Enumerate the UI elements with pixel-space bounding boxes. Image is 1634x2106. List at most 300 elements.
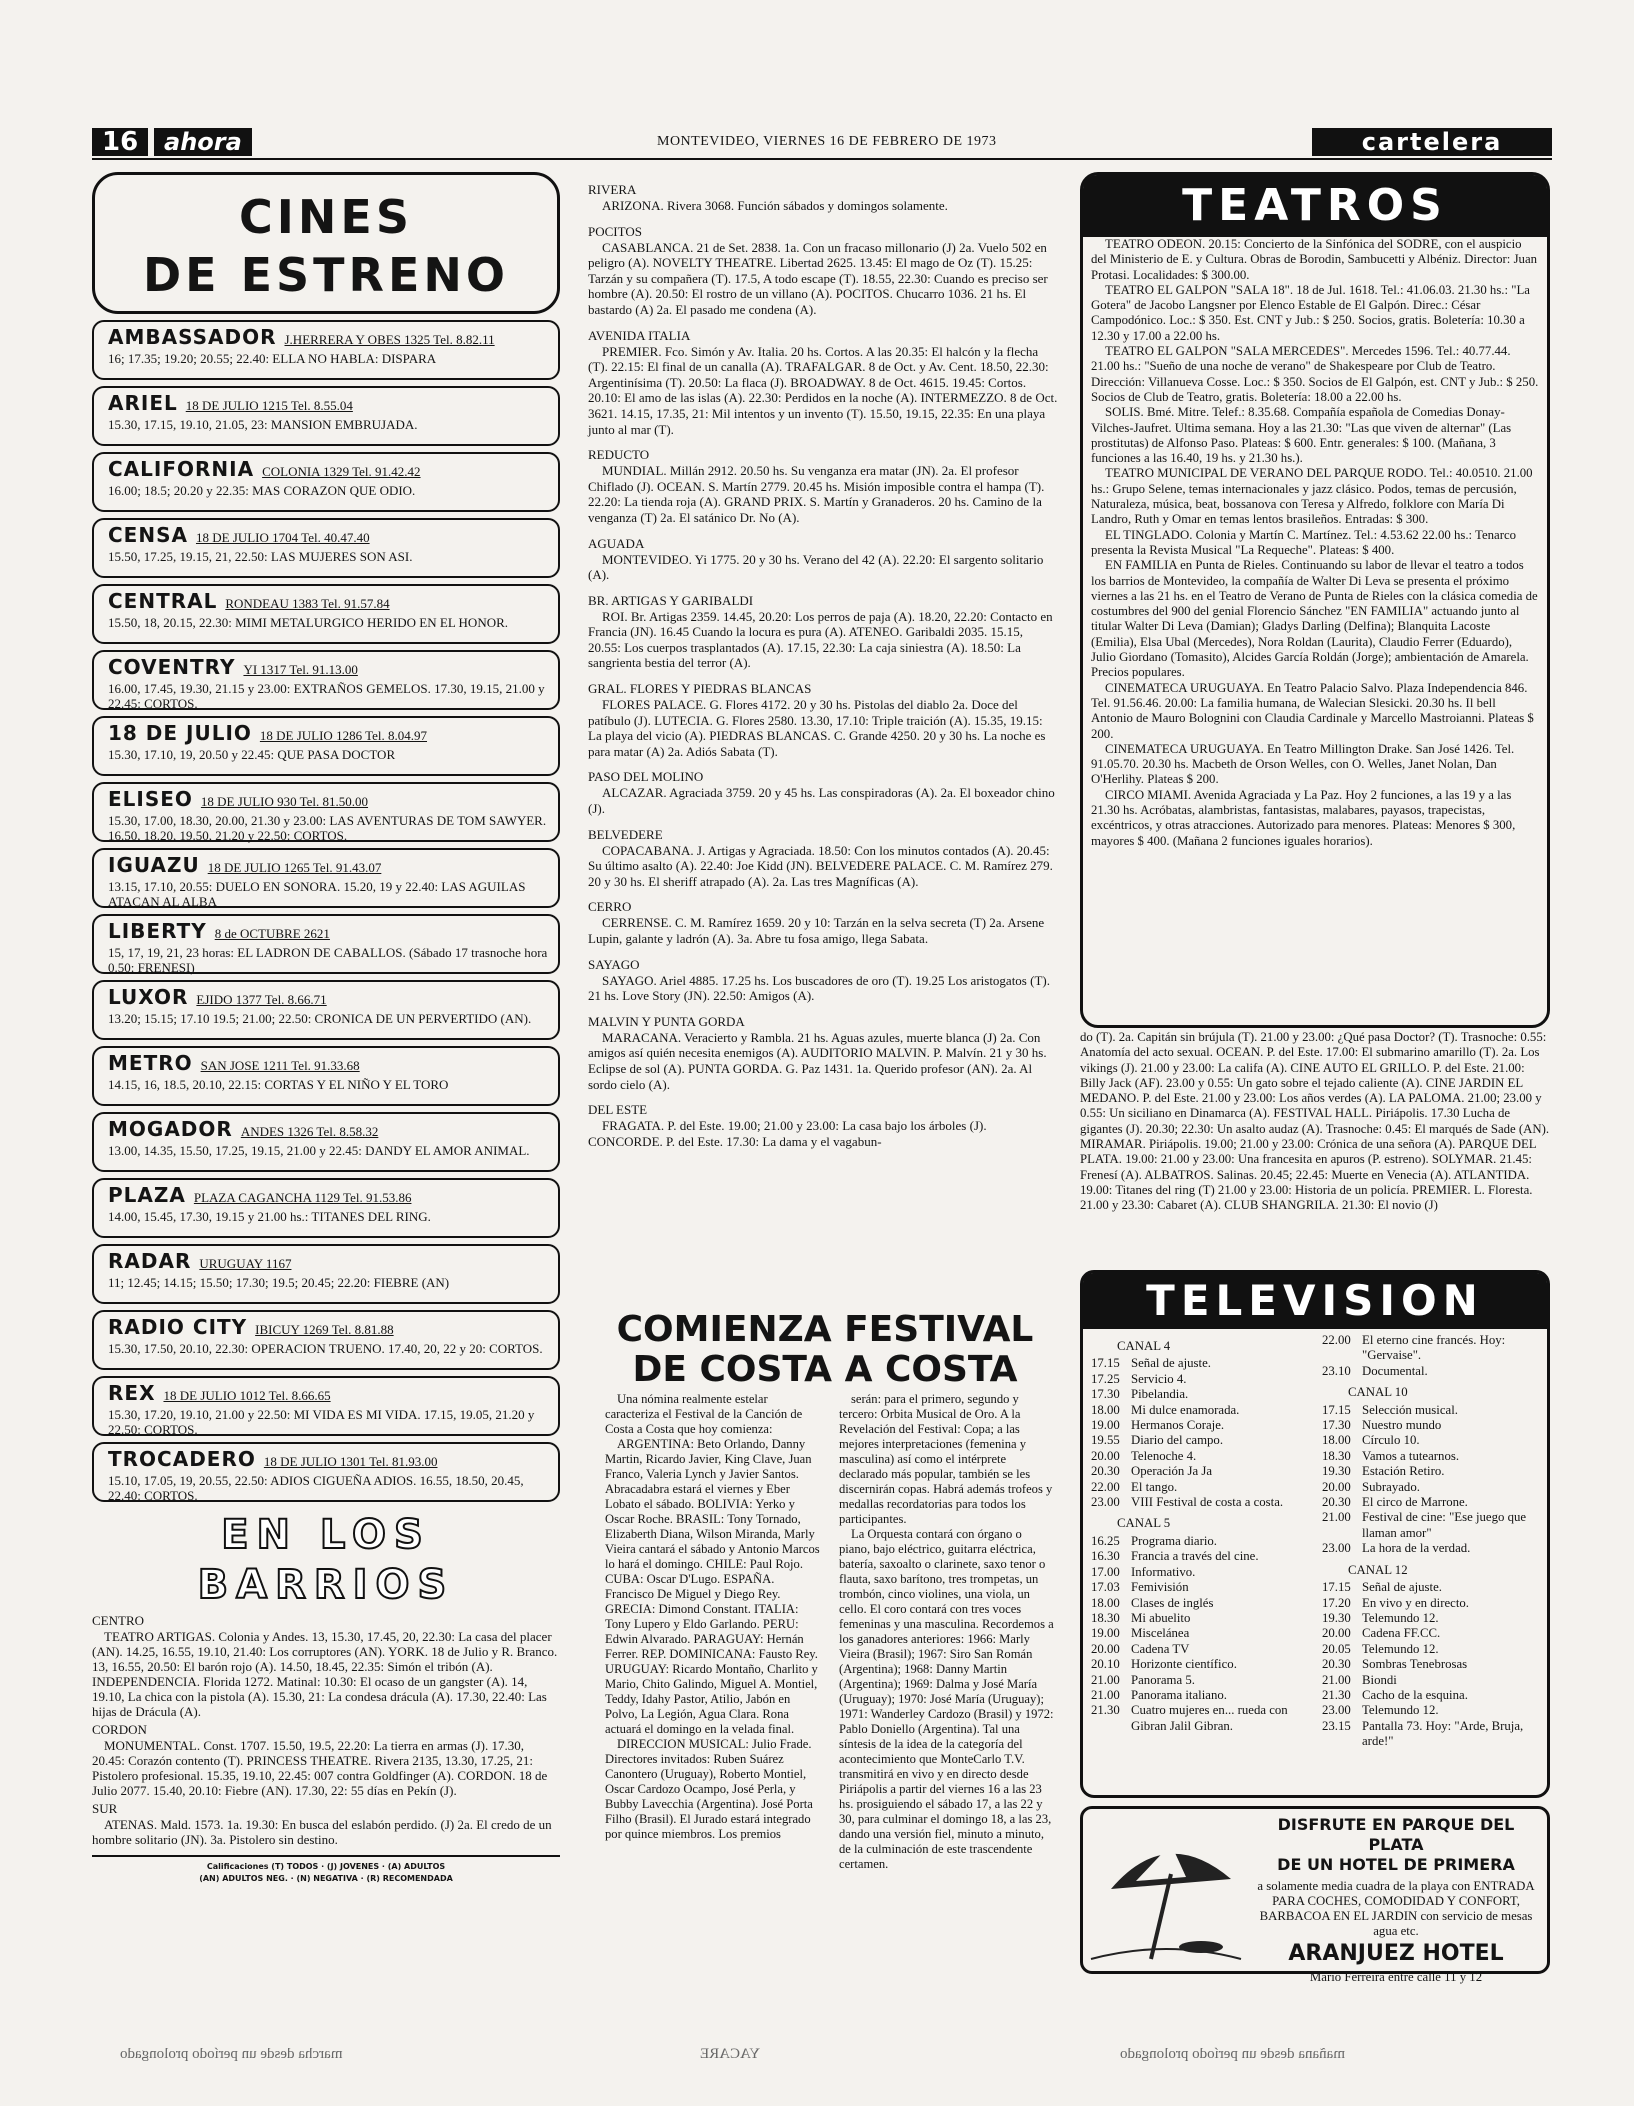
cinema-header <box>108 919 548 943</box>
zone-listings: ALCAZAR. Agraciada 3759. 20 y 45 hs. Las conspiradoras (A). 2a. El boxeador chino (J). <box>588 785 1055 817</box>
tv-program-time: 19.55 <box>1091 1433 1120 1448</box>
tv-program-title: El eterno cine francés. Hoy: "Gervaise". <box>1362 1333 1506 1363</box>
theatre-listing: EL TINGLADO. Colonia y Martín C. Martínez. Tel.: 4.53.62 22.00 hs.: Tenarco presenta la Revista Musical "La Requeche". Plateas: $ 400. <box>1091 527 1517 557</box>
cinema-listing <box>92 650 560 710</box>
tv-program-title: Vamos a tutearnos. <box>1362 1448 1460 1463</box>
cinema-header <box>108 985 548 1009</box>
tv-program <box>1091 1418 1308 1433</box>
cinema-header <box>108 1447 548 1471</box>
tv-program <box>1091 1673 1308 1688</box>
tv-program-time: 20.00 <box>1322 1626 1351 1641</box>
tv-program-time: 17.30 <box>1091 1387 1120 1402</box>
tv-program-time: 17.15 <box>1091 1356 1120 1371</box>
cinema-header <box>108 325 548 349</box>
tv-program <box>1322 1611 1539 1626</box>
ad-headline-2: DE UN HOTEL DE PRIMERA <box>1277 1855 1515 1874</box>
cines-subtitle: DE ESTRENO <box>143 248 509 302</box>
theatre-listing: TEATRO ODEON. 20.15: Concierto de la Sinfónica del SODRE, con el auspicio del Ministerio de E. y Cultura. Obras de Borodin, Sambucetti y Albéniz. Director: Juan Protasi. Localidades: $ 300.00. <box>1091 237 1538 282</box>
tv-program-time: 17.00 <box>1091 1564 1120 1579</box>
tv-program <box>1322 1464 1539 1479</box>
tv-program-title: Documental. <box>1362 1363 1428 1378</box>
television-box <box>1080 1270 1550 1798</box>
zone-listings: MONUMENTAL. Const. 1707. 15.50, 19.5, 22.20: La tierra en armas (J). 17.30, 20.45: Corazón contento (T). PRINCESS THEATRE. Rivera 2135, 13.30, 17.25, 21: Pistolero profesional. 15.35, 19.10, 22.45: 007 contra Goldfinger (A). CORDON. 18 de Julio 2077. 15.40, 20.10: Fiebre (AN). 17.30, 22: 55 días en Pekín (J). <box>92 1738 548 1798</box>
tv-program-time: 23.10 <box>1322 1363 1351 1378</box>
tv-program <box>1091 1495 1308 1510</box>
tv-program-title: Señal de ajuste. <box>1131 1356 1211 1371</box>
tv-program <box>1322 1403 1539 1418</box>
cinema-showtimes: 13.15, 17.10, 20.55: DUELO EN SONORA. 15.20, 19 y 22.40: LAS AGUILAS ATACAN AL ALBA <box>108 879 526 909</box>
teatros-title: TEATROS <box>1083 175 1547 237</box>
tv-program <box>1091 1688 1308 1703</box>
cinema-header <box>108 1381 548 1405</box>
zone-name: POCITOS <box>588 223 642 239</box>
tv-program-title: Círculo 10. <box>1362 1433 1420 1448</box>
tv-program <box>1091 1611 1308 1626</box>
tv-program-time: 17.15 <box>1322 1402 1351 1417</box>
tv-program-time: 18.30 <box>1091 1610 1120 1625</box>
tv-program-title: Telemundo 12. <box>1362 1703 1439 1718</box>
cinema-name: ELISEO <box>108 787 193 811</box>
tv-program-time: 20.05 <box>1322 1641 1351 1656</box>
tv-program <box>1091 1464 1308 1479</box>
tv-program-title: Clases de inglés <box>1131 1595 1214 1610</box>
ratings-legend <box>92 1855 560 1885</box>
tv-program <box>1322 1642 1539 1657</box>
tv-program <box>1091 1703 1308 1734</box>
tv-program <box>1322 1541 1539 1556</box>
cinema-showtimes: 15.30, 17.20, 19.10, 21.00 y 22.50: MI VIDA ES MI VIDA. 17.15, 19.05, 21.20 y 22.50: CORTOS. <box>108 1407 535 1437</box>
cinema-listing <box>92 848 560 908</box>
tv-program-time: 20.10 <box>1091 1657 1120 1672</box>
cinema-listing <box>92 1112 560 1172</box>
cinema-name: CENTRAL <box>108 589 218 613</box>
tv-program-time: 18.30 <box>1322 1448 1351 1463</box>
tv-program-title: Operación Ja Ja <box>1131 1464 1213 1479</box>
tv-program-title: Servicio 4. <box>1131 1371 1187 1386</box>
cinema-showtimes: 16.00; 18.5; 20.20 y 22.35: MAS CORAZON QUE ODIO. <box>108 483 416 498</box>
tv-program-time: 23.00 <box>1322 1541 1351 1556</box>
tv-program-title: El tango. <box>1131 1479 1178 1494</box>
tv-program-time: 16.30 <box>1091 1549 1120 1564</box>
tv-program-time: 21.00 <box>1091 1687 1120 1702</box>
tv-program-time: 23.00 <box>1322 1703 1351 1718</box>
cinema-header <box>108 1117 548 1141</box>
tv-program-title: Telemundo 12. <box>1362 1641 1439 1656</box>
tv-program-time: 22.00 <box>1322 1333 1351 1347</box>
theatre-listing: CINEMATECA URUGUAYA. En Teatro Palacio Salvo. Plaza Independencia 846. Tel. 91.56.46. 20.00: La familia humana, de Walecian Slesicki. 20.30 hs. Il bell Antonio de Mauro Bolognini con Claudia Cardinale y Marcello Mastroianni. Plateas $ 200. <box>1091 680 1534 741</box>
tv-program <box>1322 1596 1539 1611</box>
zone-name: GRAL. FLORES Y PIEDRAS BLANCAS <box>588 681 812 697</box>
cines-header <box>92 172 560 314</box>
tv-program-time: 20.00 <box>1091 1641 1120 1656</box>
cinema-listing <box>92 1178 560 1238</box>
tv-channel-name: CANAL 4 <box>1117 1339 1171 1353</box>
tv-program-time: 23.15 <box>1322 1718 1351 1733</box>
festival-col-1 <box>605 1392 821 1872</box>
tv-channel-name: CANAL 10 <box>1348 1385 1408 1400</box>
bleed-through-left: marcha desde un período prolongado <box>120 2046 343 2062</box>
theatre-listing: TEATRO EL GALPON "SALA MERCEDES". Mercedes 1596. Tel.: 40.77.44. 21.00 hs.: "Sueño de una noche de verano" de Shakespeare por Club de Teatro. Dirección: Villanueva Cosse. Loc.: $ 350. Socios de El Galpón, est. CNT y Jub.: $ 250. Socios de Club de Teatro, gratis. Boletería: 18.00 a 22.00 hs. <box>1091 344 1539 404</box>
cinema-showtimes: 15, 17, 19, 21, 23 horas: EL LADRON DE CABALLOS. (Sábado 17 trasnoche hora 0.50: FRENESI) <box>108 945 548 975</box>
theatre-listing: TEATRO MUNICIPAL DE VERANO DEL PARQUE RODO. Tel.: 40.0510. 21.00 hs.: Grupo Selene, temas internacionales y jazz clásico. Podos, temas de percusión, Naturaleza, música, beat, bossanova con Teresa y Alfredo, folklore con María Di Landro, Ruth y Omar en temas lentos brasileños. Entradas: $ 300. <box>1091 466 1533 527</box>
cinema-header <box>108 1183 548 1207</box>
tv-program-title: Miscelánea <box>1131 1626 1190 1641</box>
cinema-address: 18 DE JULIO 1265 Tel. 91.43.07 <box>207 860 382 875</box>
cinema-address: 18 DE JULIO 930 Tel. 81.50.00 <box>200 794 369 809</box>
cinema-address: PLAZA CAGANCHA 1129 Tel. 91.53.86 <box>193 1190 412 1205</box>
tv-program <box>1091 1387 1308 1402</box>
theatre-listing: EN FAMILIA en Punta de Rieles. Continuando su labor de llevar el teatro a todos los barrios de Montevideo, la compañía de Walter Di Leva se presenta el próximo viernes a las 21 hs. en el Teatro de Verano de Punta de Rieles con la clásica comedia de costumbres del 900 del genial Florencio Sánchez "EN FAMILIA" actuando junto al titular Walter Di Leva (Damian); Gladys Darling (Delfina); Blanquita Lacoste (Emilia), Elsa Ubal (Mercedes), Nora Roldan (Laurita), Claudio Ferrer (Eduardo), Julio Giordano (Tomasito), Alcides García Roldán (Jorge); ambientación de Amarela. Precios populares. <box>1091 558 1538 680</box>
dateline: MONTEVIDEO, VIERNES 16 DE FEBRERO DE 1973 <box>657 134 997 149</box>
tv-program <box>1322 1703 1539 1718</box>
zone-listings: FRAGATA. P. del Este. 19.00; 21.00 y 23.00: La casa bajo los árboles (J). CONCORDE. P. del Este. 17.30: La dama y el vagabun- <box>588 1118 987 1149</box>
zone-listings: MUNDIAL. Millán 2912. 20.50 hs. Su venganza era matar (JN). 2a. El profesor Chiflado (J). OCEAN. S. Martín 2779. 20.45 hs. Misión imposible contra el hampa (T). 22.20: La tienda roja (A). GRAND PRIX. S. Martín y Granaderos. 20 hs. Camino de la venganza (T) 2a. El satánico Dr. No (A). <box>588 463 1045 525</box>
legend-line-1: Calificaciones (T) TODOS · (J) JOVENES · (A) ADULTOS <box>206 1862 446 1871</box>
cinema-address: 18 DE JULIO 1301 Tel. 81.93.00 <box>263 1454 438 1469</box>
tv-program <box>1322 1449 1539 1464</box>
tv-program <box>1322 1580 1539 1595</box>
tv-program <box>1091 1565 1308 1580</box>
cinema-showtimes: 13.20; 15.15; 17.10 19.5; 21.00; 22.50: CRONICA DE UN PERVERTIDO (AN). <box>108 1011 532 1026</box>
tv-program-title: Cadena TV <box>1131 1641 1190 1656</box>
cinema-name: AMBASSADOR <box>108 325 277 349</box>
tv-program-time: 19.00 <box>1091 1626 1120 1641</box>
cinema-listing <box>92 1376 560 1436</box>
cinema-showtimes: 13.00, 14.35, 15.50, 17.25, 19.15, 21.00 y 22.45: DANDY EL AMOR ANIMAL. <box>108 1143 530 1158</box>
tv-program-title: Programa diario. <box>1131 1533 1217 1548</box>
cinema-listing <box>92 1310 560 1370</box>
tv-program-title: Informativo. <box>1131 1564 1196 1579</box>
tv-program-time: 17.03 <box>1091 1580 1120 1595</box>
cinema-address: 18 DE JULIO 1704 Tel. 40.47.40 <box>195 530 370 545</box>
cinema-name: TROCADERO <box>108 1447 256 1471</box>
cinema-name: RADAR <box>108 1249 192 1273</box>
cinema-showtimes: 16; 17.35; 19.20; 20.55; 22.40: ELLA NO HABLA: DISPARA <box>108 351 437 366</box>
tv-program-time: 21.30 <box>1091 1703 1120 1718</box>
cinema-listing <box>92 1244 560 1304</box>
tv-program-title: Cadena FF.CC. <box>1362 1626 1441 1641</box>
tv-program-title: Pibelandia. <box>1131 1387 1189 1402</box>
zone-name: SUR <box>92 1801 118 1816</box>
tv-program <box>1091 1356 1308 1371</box>
tv-program <box>1091 1549 1308 1564</box>
zone-name: CORDON <box>92 1722 147 1737</box>
cinema-header <box>108 721 548 745</box>
tv-program <box>1091 1657 1308 1672</box>
tv-program-title: Francia a través del cine. <box>1131 1549 1259 1564</box>
tv-program-time: 17.15 <box>1322 1580 1351 1595</box>
cinema-listing <box>92 320 560 380</box>
tv-program-time: 20.00 <box>1091 1448 1120 1463</box>
tv-program <box>1091 1580 1308 1595</box>
tv-program <box>1322 1719 1539 1750</box>
teatros-list <box>1091 237 1539 849</box>
tv-program <box>1322 1333 1539 1364</box>
festival-paragraph: ARGENTINA: Beto Orlando, Danny Martin, Ricardo Javier, King Clave, Juan Franco, Valeria Lynch y Javier Santos. Abracadabra estará el viernes y Eber Lobato el sábado. BOLIVIA: Yerko y Oscar Roche. BRASIL: Tony Tornado, Elizaberth Diana, Wilson Miranda, Marly Vieira cantará el sábado y Antonio Marcos lo hará el domingo. CHILE: Paul Rojo. CUBA: Oscar D'Lugo. ESPAÑA. Francisco De Miguel y Diego Rey. GRECIA: Dimond Constant. ITALIA: Tony Lupero y Eldo Garlando. PERU: Edwin Alvarado. PARAGUAY: Hernán Ferrer. REP. DOMINICANA: Fausto Rey. URUGUAY: Ricardo Montaño, Charlito y Mario, Chito Galindo, Miguel A. Montiel, Teddy, Idahy Pastor, Atilio, Jabón en Polvo, La Legión, Agua Clara. Rona actuará el domingo en la velada final. <box>605 1437 820 1736</box>
tv-program <box>1322 1688 1539 1703</box>
tv-program <box>1322 1418 1539 1433</box>
zone-listings: FLORES PALACE. G. Flores 4172. 20 y 30 hs. Pistolas del diablo 2a. Doce del patíbulo (J). LUTECIA. G. Flores 2580. 13.30, 17.10: Triple traición (A). 15.35, 19.15: La playa del vicio (A). PIEDRAS BLANCAS. C. Grande 4250. 20 y 30 hs. La noche es para matar (A) 2a. Adiós Sabata (T). <box>588 697 1046 759</box>
tv-program-title: Selección musical. <box>1362 1402 1458 1417</box>
festival-headline-line-2: DE COSTA A COSTA <box>632 1349 1018 1390</box>
tv-program-title: Cacho de la esquina. <box>1362 1687 1468 1702</box>
zone-listings: CERRENSE. C. M. Ramírez 1659. 20 y 10: Tarzán en la selva secreta (T) 2a. Arsene Lupin, galante y ladrón (A). 3a. Abre tu fosa amigo, llega Sabata. <box>588 915 1045 946</box>
tv-program <box>1091 1449 1308 1464</box>
hotel-ad-text <box>1253 1815 1539 1985</box>
ad-headline-1: DISFRUTE EN PARQUE DEL PLATA <box>1277 1815 1515 1854</box>
cinema-address: J.HERRERA Y OBES 1325 Tel. 8.82.11 <box>284 332 495 347</box>
tv-program <box>1322 1433 1539 1448</box>
tv-program <box>1322 1480 1539 1495</box>
masthead-rule <box>92 158 1552 160</box>
cinema-address: 18 DE JULIO 1286 Tel. 8.04.97 <box>259 728 428 743</box>
hotel-ad <box>1080 1806 1550 1984</box>
cinema-listing <box>92 782 560 842</box>
cinema-showtimes: 14.00, 15.45, 17.30, 19.15 y 21.00 hs.: TITANES DEL RING. <box>108 1209 431 1224</box>
tv-program-title: Telenoche 4. <box>1131 1448 1197 1463</box>
festival-paragraph: serán: para el primero, segundo y tercero: Orbita Musical de Oro. A la Revelación del Festival: Copa; a las mejores interpretaciones (femenina y masculina) así como el intérprete declarado más popular, también se les discernirán copas. Habrá además trofeos y medallas recordatorias para todos los participantes. <box>839 1392 1053 1526</box>
cinema-header <box>108 1315 548 1339</box>
tv-program <box>1091 1534 1308 1549</box>
festival-article <box>605 1392 1055 1872</box>
tv-program-time: 18.00 <box>1091 1402 1120 1417</box>
cinema-address: 18 DE JULIO 1012 Tel. 8.66.65 <box>163 1388 331 1403</box>
cinema-showtimes: 15.30, 17.15, 19.10, 21.05, 23: MANSION EMBRUJADA. <box>108 417 418 432</box>
television-title: TELEVISION <box>1083 1273 1547 1329</box>
cinema-showtimes: 15.10, 17.05, 19, 20.55, 22.50: ADIOS CIGUEÑA ADIOS. 16.55, 18.50, 20.45, 22.40: CORTOS. <box>108 1473 524 1503</box>
tv-program-time: 19.00 <box>1091 1418 1120 1433</box>
tv-program-title: Mi abuelito <box>1131 1610 1191 1625</box>
festival-paragraph: Una nómina realmente estelar caracteriza el Festival de la Canción de Costa a Costa que hoy comienza: <box>605 1392 803 1436</box>
beach-umbrella-icon <box>1091 1819 1241 1969</box>
theatre-listing: SOLIS. Bmé. Mitre. Telef.: 8.35.68. Compañía española de Comedias Donay-Vilches-Jaufret. Ultima semana. Hoy a las 21.30: "Las que viven de alternar" (Las prostitutas) de Alfonso Paso. Plateas: $ 600. Entr. generales: $ 100. (Mañana, 3 funciones a las 16.40, 19 hs. y 21.30 hs.). <box>1091 405 1512 466</box>
cinema-header <box>108 655 548 679</box>
cinema-name: ARIEL <box>108 391 178 415</box>
tv-program <box>1322 1657 1539 1672</box>
tv-program <box>1322 1364 1539 1379</box>
zone-listings: MONTEVIDEO. Yi 1775. 20 y 30 hs. Verano del 42 (A). 22.20: El sargento solitario (A). <box>588 551 1044 583</box>
tv-program-time: 22.00 <box>1091 1479 1120 1494</box>
tv-program <box>1322 1495 1539 1510</box>
tv-program-time: 17.30 <box>1322 1418 1351 1433</box>
cinema-name: CALIFORNIA <box>108 457 255 481</box>
tv-program-time: 21.30 <box>1322 1687 1351 1702</box>
cinema-name: LUXOR <box>108 985 189 1009</box>
zone-name: BELVEDERE <box>588 826 663 842</box>
cinema-listing <box>92 386 560 446</box>
cinema-address: IBICUY 1269 Tel. 8.81.88 <box>255 1322 394 1337</box>
cinema-name: MOGADOR <box>108 1117 233 1141</box>
festival-headline <box>600 1310 1050 1390</box>
tv-program-title: Panorama 5. <box>1131 1672 1195 1687</box>
cines-title: CINES <box>239 190 413 244</box>
zone-listings: ATENAS. Mald. 1573. 1a. 19.30: En busca del eslabón perdido. (J) 2a. El credo de un hombre solitario (JN). 3a. Pistolero sin destino. <box>92 1817 552 1847</box>
tv-program-time: 20.00 <box>1322 1479 1351 1494</box>
tv-program <box>1322 1626 1539 1641</box>
cinema-listing <box>92 452 560 512</box>
cinema-address: EJIDO 1377 Tel. 8.66.71 <box>196 992 327 1007</box>
cinema-header <box>108 391 548 415</box>
teatros-column <box>1080 172 1550 1028</box>
teatros-box <box>1080 172 1550 1028</box>
cinema-name: PLAZA <box>108 1183 186 1207</box>
cinema-name: COVENTRY <box>108 655 236 679</box>
tv-program-time: 19.30 <box>1322 1610 1351 1625</box>
zone-listings: PREMIER. Fco. Simón y Av. Italia. 20 hs. Cortos. A las 20.35: El halcón y la flecha (T). 22.15: El final de un canalla (A). TRAFALGAR. 8 de Oct. y Av. Cent. 18.50, 22.30: Argentinísima (T). 20.50: La flaca (J). BROADWAY. 8 de Oct. 4615. 19.45: Cortos. 20.10: El amo de las islas (A). 22.30: Perdidos en la noche (A). INTERMEZZO. 8 de Oct. 3621. 14.15, 17.35, 21: Mil intentos y un invento (T). 15.50, 19.15, 22.35: En una playa junto al mar (T). <box>588 343 1058 437</box>
cinema-listing <box>92 980 560 1040</box>
cinema-name: IGUAZU <box>108 853 200 877</box>
zone-name: PASO DEL MOLINO <box>588 769 704 785</box>
cinema-showtimes: 15.50, 18, 20.15, 22.30: MIMI METALURGICO HERIDO EN EL HONOR. <box>108 615 509 630</box>
tv-program-time: 17.25 <box>1091 1371 1120 1386</box>
zone-listings: ARIZONA. Rivera 3068. Función sábados y domingos solamente. <box>602 198 948 213</box>
zone-listings: SAYAGO. Ariel 4885. 17.25 hs. Los buscadores de oro (T). 19.25 Los aristogatos (T). 21 hs. Love Story (JN). 22.50: Amigos (A). <box>588 972 1050 1004</box>
cinema-showtimes: 14.15, 16, 18.5, 20.10, 22.15: CORTAS Y EL NIÑO Y EL TORO <box>108 1077 449 1092</box>
tv-program-title: El circo de Marrone. <box>1362 1495 1468 1510</box>
tv-program-title: Diario del campo. <box>1131 1433 1224 1448</box>
zone-name: BR. ARTIGAS Y GARIBALDI <box>588 592 754 608</box>
tv-program-time: 21.00 <box>1091 1672 1120 1687</box>
tv-program <box>1091 1433 1308 1448</box>
tv-program-title: Nuestro mundo <box>1362 1418 1442 1433</box>
section-title: cartelera <box>1312 128 1552 156</box>
cinema-header <box>108 589 548 613</box>
tv-program-time: 19.30 <box>1322 1464 1351 1479</box>
tv-program-title: Hermanos Coraje. <box>1131 1418 1225 1433</box>
television-listings <box>1083 1329 1547 1754</box>
tv-program-title: Horizonte científico. <box>1131 1657 1237 1672</box>
zone-name: CERRO <box>588 899 632 915</box>
barrios-list <box>92 1613 560 1847</box>
theatre-listing: CINEMATECA URUGUAYA. En Teatro Millington Drake. San José 1426. Tel. 91.05.70. 20.30 hs. Macbeth de Orson Welles, con O. Welles, Janet Nolan, Dan O'Herlihy. Plateas $ 200. <box>1091 741 1515 787</box>
tv-program-title: Estación Retiro. <box>1362 1464 1445 1479</box>
tv-program-time: 20.30 <box>1322 1495 1351 1510</box>
ad-body: a solamente media cuadra de la playa con ENTRADA PARA COCHES, COMODIDAD Y CONFORT, BARBACOA EN EL JARDIN con servicio de mesas agua etc. <box>1257 1879 1535 1938</box>
zone-name: SAYAGO <box>588 956 640 972</box>
cinema-showtimes: 15.30, 17.00, 18.30, 20.00, 21.30 y 23.00: LAS AVENTURAS DE TOM SAWYER. 16.50, 18.20, 19.50, 21.20 y 22.50: CORTOS. <box>108 813 547 843</box>
cinema-name: METRO <box>108 1051 193 1075</box>
tv-col-right <box>1322 1333 1539 1750</box>
tv-program-title: Subrayado. <box>1362 1479 1420 1494</box>
tv-program-title: VIII Festival de costa a costa. <box>1131 1495 1284 1510</box>
tv-program-time: 16.25 <box>1091 1533 1120 1548</box>
paper-name: ahora <box>154 128 252 156</box>
zone-listings: CASABLANCA. 21 de Set. 2838. 1a. Con un fracaso millonario (J) 2a. Vuelo 502 en peligro (A). NOVELTY THEATRE. Libertad 2625. 13.45: El mago de Oz (T). 15.25: Tarzán y su compañera (T). 17.5, A todo escape (T). 18.55, 22.30: Cuando es preciso ser hombre (A). 20.50: El rostro de un villano (A). POCITOS. Chucarro 1036. 21 hs. El bastardo (A) 2a. El pasado me condena (A). <box>588 239 1048 317</box>
cinema-listing <box>92 914 560 974</box>
zone-listings: TEATRO ARTIGAS. Colonia y Andes. 13, 15.30, 17.45, 20, 22.30: La casa del placer (AN). 14.25, 16.55, 19.10, 21.40: Los corruptores (AN). YORK. 18 de Julio y R. Branco. 13, 16.55, 20.50: El barón rojo (A). 14.50, 18.45, 22.35: Simón el tribón (A). INDEPENDENCIA. Florida 1272. Matinal: 10.30: El ocaso de un gangster (A). 14, 19.10, La chica con la pistola (A). 15.30, 21: La condesa drácula (A). 17.30, 22.40: Las hijas de Drácula (A). <box>92 1629 558 1719</box>
cinema-listing <box>92 584 560 644</box>
cinema-listing <box>92 716 560 776</box>
theatre-listing: TEATRO EL GALPON "SALA 18". 18 de Jul. 1618. Tel.: 41.06.03. 21.30 hs.: "La Gotera" de Jacobo Langsner por Elenco Estable de El Galpón. Direc.: César Campodónico. Loc.: $ 350. Est. CNT y Jub.: $ 250. Socios, gratis. Boletería: 10.30 a 12.30 y 17.00 a 22.00 hs. <box>1091 282 1530 343</box>
cinema-name: REX <box>108 1381 156 1405</box>
zone-listings: COPACABANA. J. Artigas y Agraciada. 18.50: Con los minutos contados (A). 20.45: Su último asalto (A). 22.40: Joe Kidd (JN). BELVEDERE PALACE. C. M. Ramírez 279. 20 y 30 hs. El sheriff atrapado (A). 2a. Las tres Magníficas (A). <box>588 842 1053 889</box>
cinema-name: RADIO CITY <box>108 1315 248 1339</box>
tv-program <box>1091 1480 1308 1495</box>
cinema-header <box>108 1249 548 1273</box>
tv-program-title: Cuatro mujeres en... rueda con Gibran Jalil Gibran. <box>1131 1703 1288 1733</box>
tv-program-time: 23.00 <box>1091 1495 1120 1510</box>
tv-program-title: Señal de ajuste. <box>1362 1580 1442 1595</box>
cinema-address: URUGUAY 1167 <box>199 1256 292 1271</box>
cinema-address: 8 de OCTUBRE 2621 <box>214 926 330 941</box>
tv-program-time: 21.00 <box>1322 1672 1351 1687</box>
zone-name: RIVERA <box>588 182 637 197</box>
cinema-showtimes: 15.30, 17.50, 20.10, 22.30: OPERACION TRUENO. 17.40, 20, 22 y 20: CORTOS. <box>108 1341 543 1356</box>
zone-listings: ROI. Br. Artigas 2359. 14.45, 20.20: Los perros de paja (A). 18.20, 22.20: Contacto en Francia (JN). 16.45 Cuando la locura es pura (A). ATENEO. Garibaldi 2035. 15.15, 20.55: Los cuerpos trasplantados (A). 17.15, 22.30: La caja siniestra (A). 18.50: La sangrienta bestia del terror (A). <box>588 608 1053 671</box>
tv-program-time: 17.20 <box>1322 1595 1351 1610</box>
cinema-showtimes: 11; 12.45; 14.15; 15.50; 17.30; 19.5; 20.45; 22.20: FIEBRE (AN) <box>108 1275 450 1290</box>
tv-program <box>1091 1626 1308 1641</box>
tv-program-title: Sombras Tenebrosas <box>1362 1657 1468 1672</box>
zone-name: DEL ESTE <box>588 1102 648 1118</box>
zone-listings: MARACANA. Veracierto y Rambla. 21 hs. Aguas azules, muerte blanca (J) 2a. Con amigos así quién necesita enemigos (A). AUDITORIO MALVIN. P. Malvín. 21 y 30 hs. Eclipse de sol (A). PUNTA GORDA. G. Paz 1431. 1a. Querido profesor (AN). 2a. Al sordo cielo (A). <box>588 1029 1047 1092</box>
tv-program-title: Pantalla 73. Hoy: "Arde, Bruja, arde!" <box>1362 1718 1524 1749</box>
cinema-showtimes: 15.30, 17.10, 19, 20.50 y 22.45: QUE PASA DOCTOR <box>108 747 396 762</box>
festival-paragraph: La Orquesta contará con órgano o piano, bajo eléctrico, guitarra eléctrica, batería, saxoalto o clarinete, saxo tenor o flauta, saxo barítono, tres trompetas, un trombón, cinco violines, una viola, un cello. El coro contará con tres voces femeninas y una masculina. Recordemos a los ganadores anteriores: 1966: Marly Vieira (Brasil); 1967: Siro San Román (Argentina); 1968: Danny Martin (Argentina); 1969: Dalma y José María (Uruguay); 1970: José María (Uruguay); 1971: Wanderley Cardozo (Brasil) y 1972: Pablo Doniello (Argentina). Tal una síntesis de la idea de la categoría del acontecimiento que MonteCarlo T.V. transmitirá en vivo y en directo desde Piriápolis a partir del viernes 16 a las 23 hs. prosiguiendo el sábado 17, a las 22 y 30, para culminar el domingo 18, a las 23, dando una versión fiel, minuto a minuto, de la culminación de este trascendente certamen. <box>839 1527 1054 1871</box>
cinema-name: CENSA <box>108 523 188 547</box>
cinema-address: 18 DE JULIO 1215 Tel. 8.55.04 <box>185 398 353 413</box>
cinema-name: 18 DE JULIO <box>108 721 252 745</box>
bleed-through-mid: YACARE <box>700 2046 761 2062</box>
tv-program-time: 20.30 <box>1091 1464 1120 1479</box>
cinema-header <box>108 787 548 811</box>
tv-program <box>1091 1596 1308 1611</box>
tv-program-time: 21.00 <box>1322 1510 1351 1525</box>
tv-program <box>1322 1673 1539 1688</box>
cinema-header <box>108 1051 548 1075</box>
zone-name: REDUCTO <box>588 447 650 463</box>
page-number: 16 <box>92 128 148 156</box>
tv-program-time: 18.00 <box>1091 1595 1120 1610</box>
tv-program <box>1322 1510 1539 1541</box>
festival-paragraph: DIRECCION MUSICAL: Julio Frade. Directores invitados: Ruben Suárez Canontero (Uruguay), Roberto Montiel, Oscar Cardozo Ocampo, José Perla, y Bubby Lavecchia (Argentina). José Porta Filho (Brasil). El Jurado estará integrado por quince miembros. Los premios <box>605 1737 813 1841</box>
festival-col-2 <box>839 1392 1055 1872</box>
legend-line-2: (AN) ADULTOS NEG. · (N) NEGATIVA · (R) RECOMENDADA <box>199 1874 453 1883</box>
barrios-continued-column <box>588 172 1058 1149</box>
del-este-continued: do (T). 2a. Capitán sin brújula (T). 21.00 y 23.00: ¿Qué pasa Doctor? (T). Trasnoche: 0.55: Anatomía del acto sexual. OCEAN. P. del Este. 17.00: El submarino amarillo (T). 2a. Los vikings (J). 21.00 y 23.00: La califa (A). CINE AUTO EL GRILLO. P. del Este. 21.00: Billy Jack (AF). 23.00 y 0.55: Un gato sobre el tejado caliente (A). CINE JARDIN EL MEDANO. P. del Este. 21.00 y 23.00: Los años verdes (A). LA PALOMA. 21.00; 23.00 y 0.55: Un siciliano en Dinamarca (A). FESTIVAL HALL. Piriápolis. 17.30 Lucha de gigantes (J). 20.30; 22.30: Un asalto audaz (A). Trasnoche: 0.45: El marqués de Sade (AN). MIRAMAR. Piriápolis. 19.00; 21.00 y 23.00: Crónica de una señora (A). PARQUE DEL PLATA. 19.00: 21.00 y 23.00: Una francesita en apuros (P. estreno). SOLYMAR. 21.45: Frenesí (A). ALBATROS. Salinas. 20.45; 22.45: Muerte en Venecia (A). ATLANTIDA. 19.00: Titanes del ring (T) 21.00 y 23.00: Historia de un policía. PREMIER. L. Floresta. 21.00 y 23.30: Cabaret (A). CLUB SHANGRILA. 21.30: El novio (J) <box>1080 1030 1550 1213</box>
cinema-listing <box>92 1046 560 1106</box>
cinema-listing <box>92 518 560 578</box>
masthead <box>92 128 1552 156</box>
theatre-listing: CIRCO MIAMI. Avenida Agraciada y La Paz. Hoy 2 funciones, a las 19 y a las 21.30 hs. Acróbatas, alambristas, fantasistas, malabares, payasos, trapecistas, excéntricos, y otras atracciones. Autorizado para menores. Plateas: Menores $ 300, mayores $ 400. (Mañana 2 funciones iguales horarios). <box>1091 787 1516 848</box>
cinema-header <box>108 853 548 877</box>
tv-program <box>1091 1372 1308 1387</box>
cinema-header <box>108 523 548 547</box>
tv-program-title: Telemundo 12. <box>1362 1610 1439 1625</box>
tv-col-left <box>1091 1333 1308 1750</box>
cines-column <box>92 172 560 1885</box>
zone-name: AGUADA <box>588 535 645 551</box>
tv-program <box>1091 1642 1308 1657</box>
tv-program-time: 18.00 <box>1322 1433 1351 1448</box>
cinema-address: ANDES 1326 Tel. 8.58.32 <box>240 1124 379 1139</box>
ad-address: Mario Ferreira entre calle 11 y 12 <box>1309 1970 1483 1984</box>
cinema-address: RONDEAU 1383 Tel. 91.57.84 <box>225 596 390 611</box>
tv-program-title: En vivo y en directo. <box>1362 1595 1469 1610</box>
cinema-address: YI 1317 Tel. 91.13.00 <box>243 662 358 677</box>
zone-name: MALVIN Y PUNTA GORDA <box>588 1013 745 1029</box>
tv-program-time: 20.30 <box>1322 1657 1351 1672</box>
cinema-address: SAN JOSE 1211 Tel. 91.33.68 <box>200 1058 360 1073</box>
tv-program-title: Biondi <box>1362 1672 1397 1687</box>
tv-program-title: La hora de la verdad. <box>1362 1541 1471 1556</box>
tv-program-title: Mi dulce enamorada. <box>1131 1402 1240 1417</box>
tv-program-title: Panorama italiano. <box>1131 1687 1227 1702</box>
ad-hotel-name: ARANJUEZ HOTEL <box>1288 1941 1504 1966</box>
bleed-through-right: mañana desde un período prolongado <box>1120 2046 1345 2062</box>
barrios-title: EN LOS BARRIOS <box>197 1512 455 1608</box>
cinema-showtimes: 15.50, 17.25, 19.15, 21, 22.50: LAS MUJERES SON ASI. <box>108 549 413 564</box>
